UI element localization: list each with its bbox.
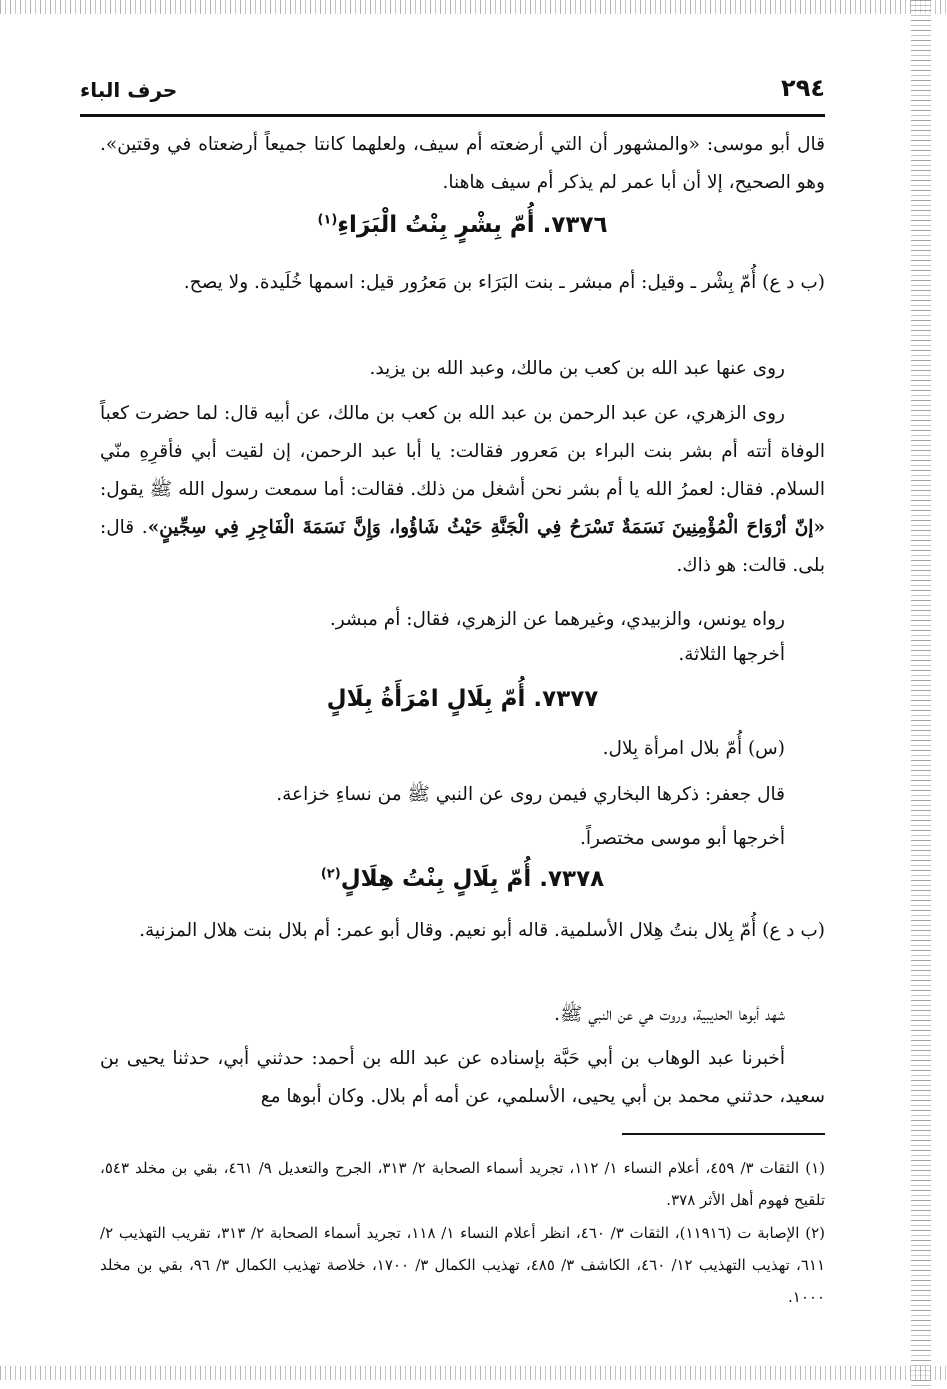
paragraph-isnad: أخبرنا عبد الوهاب بن أبي حَبَّة بإسناده عن عبد الله بن أحمد: حدثني أبي، حدثنا يحيى بن سعيد، حدثني محمد بن أبي يحيى، الأسلمي، عن أمه أم بلال. وكان أبوها مع xyxy=(100,1048,825,1107)
paragraph-jafar: قال جعفر: ذكرها البخاري فيمن روى عن النبي ﷺ من نساءِ خزاعة. xyxy=(276,784,785,805)
footnote-separator xyxy=(622,1133,825,1135)
paragraph-transmission: رواه يونس، والزبيدي، وغيرهما عن الزهري، فقال: أم مبشر. xyxy=(329,609,785,630)
hadith-quote: «إنّ أرْوَاحَ الْمُؤْمِنِينَ نَسَمَةٌ تَسْرَحُ فِي الْجَنَّةِ حَيْثُ شَاؤُوا، وَإِنَّ نَسَمَةَ الْفَاجِرِ فِي سِجِّينٍ» xyxy=(147,517,826,538)
running-header xyxy=(80,74,825,117)
paragraph-umm-bilal-hilal: (ب د ع) أُمّ بِلال بنتُ هِلال الأسلمية. قاله أبو نعيم. وقال أبو عمر: أم بلال بنت هلال المزنية. xyxy=(139,920,825,941)
entry-heading-text: ٧٣٧٦. أُمّ بِشْرٍ بِنْتُ الْبَرَاءِ xyxy=(337,212,608,238)
entry-heading-7378 xyxy=(100,866,825,892)
narration-text: روى الزهري، عن عبد الرحمن بن عبد الله بن كعب بن مالك، عن أبيه قال: لما حضرت كعباً الوفاة أتته أم بشر بنت البراء بن مَعرور فقالت: يا أبا عبد الرحمن، إن لقيت أبي فأقرِهِ منّي السلام. فقال: لعمرُ الله يا أم بشر نحن أشغل من ذلك. فقالت: أما سمعت رسول الله ﷺ يقول: xyxy=(100,403,825,500)
paragraph-abu-musa-brief: أخرجها أبو موسى مختصراً. xyxy=(580,828,785,849)
footnote-marker: (١) xyxy=(317,212,338,228)
paragraph-narrators: روى عنها عبد الله بن كعب بن مالك، وعبد الله بن يزيد. xyxy=(369,358,785,379)
ornamental-border-bottom xyxy=(0,1366,947,1380)
paragraph-sources: أخرجها الثلاثة. xyxy=(678,644,785,665)
paragraph-abu-musa: قال أبو موسى: «والمشهور أن التي أرضعته أم سيف، ولعلهما كانتا جميعاً أرضعتاه في وقتين». وهو الصحيح، إلا أن أبا عمر لم يذكر أم سيف هاهنا. xyxy=(100,134,825,193)
paragraph-umm-bilal-wife: (س) أُمّ بلال امرأة بِلال. xyxy=(602,738,785,759)
footnote-2: (٢) الإصابة ت (١١٩١٦)، الثقات ٣/ ٤٦٠، انظر أعلام النساء ١/ ١١٨، تجريد أسماء الصحابة ٢/ ٣١٣، تقريب التهذيب ٢/ ٦١١، تهذيب التهذيب ١٢/ ٤٦٠، الكاشف ٣/ ٤٨٥، تهذيب الكمال ٣/ ١٧٠٠، خلاصة تهذيب الكمال ٣/ ٩٦، بقي بن مخلد ١٠٠٠. xyxy=(100,1224,825,1306)
entry-heading-7376 xyxy=(100,212,825,238)
ornamental-border-top xyxy=(0,0,947,14)
ornamental-border-right xyxy=(911,0,931,1389)
paragraph-zuhri-narration xyxy=(100,395,825,585)
paragraph-hudaybiyya: شهد أبوها الحديبية، وروت هي عن النبي ﷺ. xyxy=(554,1004,785,1025)
page-number: ٢٩٤ xyxy=(781,74,825,102)
narration-ending: . قال: بلى. قالت: هو ذاك. xyxy=(100,517,825,576)
footnote-marker: (٢) xyxy=(320,866,341,882)
entry-heading-text: ٧٣٧٨. أُمّ بِلَالٍ بِنْتُ هِلَالٍ xyxy=(340,866,605,892)
chapter-title: حرف الباء xyxy=(80,78,178,102)
paragraph-umm-bishr-intro: (ب د ع) أُمّ بِشْر ـ وقيل: أم مبشر ـ بنت البَرَاء بن مَعرُور قيل: اسمها خُلَيدة. ولا يصح. xyxy=(183,272,825,293)
entry-heading-7377: ٧٣٧٧. أُمّ بِلَالٍ امْرَأَةُ بِلَالٍ xyxy=(326,686,599,712)
footnote-1: (١) الثقات ٣/ ٤٥٩، أعلام النساء ١/ ١١٢، تجريد أسماء الصحابة ٢/ ٣١٣، الجرح والتعديل ٩/ ٤٦١، بقي بن مخلد ٥٤٣، تلقيح فهوم أهل الأثر ٣٧٨. xyxy=(100,1159,825,1209)
